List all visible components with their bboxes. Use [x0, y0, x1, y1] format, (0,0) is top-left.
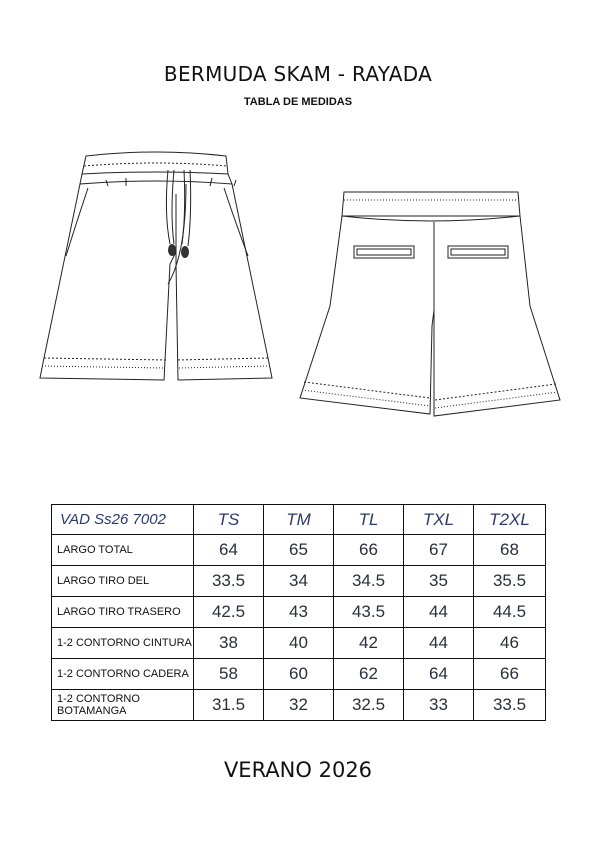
measurement-value: 34 — [264, 566, 334, 597]
measurement-label: 1-2 CONTORNO BOTAMANGA — [52, 690, 194, 721]
measurement-value: 67 — [404, 535, 474, 566]
size-header: TM — [264, 505, 334, 535]
table-row — [52, 566, 546, 597]
table-row — [52, 690, 546, 721]
measurement-value: 42.5 — [194, 597, 264, 628]
measurement-label: LARGO TOTAL — [52, 535, 194, 566]
measurement-value: 35 — [404, 566, 474, 597]
season-label: VERANO 2026 — [223, 758, 373, 782]
measurement-value: 46 — [474, 628, 546, 659]
table-row — [52, 628, 546, 659]
measurement-value: 31.5 — [194, 690, 264, 721]
measurement-value: 32.5 — [334, 690, 404, 721]
measurement-value: 34.5 — [334, 566, 404, 597]
measurement-value: 44 — [404, 597, 474, 628]
size-header: T2XL — [474, 505, 546, 535]
back-pocket-left — [354, 246, 414, 258]
shorts-back-sketch — [298, 186, 568, 426]
size-header: TL — [334, 505, 404, 535]
measurement-value: 60 — [264, 659, 334, 690]
size-header: TS — [194, 505, 264, 535]
style-reference: VAD Ss26 7002 — [52, 505, 194, 535]
measurement-label: 1-2 CONTORNO CINTURA — [52, 628, 194, 659]
table-header-row — [52, 505, 546, 535]
table-row — [52, 597, 546, 628]
table-row — [52, 659, 546, 690]
measurement-value: 66 — [474, 659, 546, 690]
table-row — [52, 535, 546, 566]
document-subtitle: TABLA DE MEDIDAS — [243, 96, 353, 108]
measurement-value: 40 — [264, 628, 334, 659]
measurement-label: 1-2 CONTORNO CADERA — [52, 659, 194, 690]
shorts-front-sketch — [36, 144, 276, 394]
measurement-label: LARGO TIRO TRASERO — [52, 597, 194, 628]
measurement-value: 62 — [334, 659, 404, 690]
size-header: TXL — [404, 505, 474, 535]
measurement-value: 44.5 — [474, 597, 546, 628]
measurement-value: 65 — [264, 535, 334, 566]
document-title: BERMUDA SKAM - RAYADA — [163, 62, 433, 86]
measurement-label: LARGO TIRO DEL — [52, 566, 194, 597]
measurement-value: 64 — [404, 659, 474, 690]
drawstring-tip-left — [168, 244, 176, 256]
size-measurement-table — [51, 504, 546, 721]
measurement-value: 35.5 — [474, 566, 546, 597]
measurement-value: 43.5 — [334, 597, 404, 628]
front-left-leg — [40, 184, 176, 380]
measurement-value: 64 — [194, 535, 264, 566]
measurement-value: 42 — [334, 628, 404, 659]
measurement-value: 33 — [404, 690, 474, 721]
measurement-value: 32 — [264, 690, 334, 721]
back-pocket-right — [448, 246, 508, 258]
measurement-value: 43 — [264, 597, 334, 628]
front-waistband — [82, 152, 228, 174]
back-waistband — [342, 192, 520, 216]
measurement-value: 58 — [194, 659, 264, 690]
measurement-value: 38 — [194, 628, 264, 659]
measurement-value: 68 — [474, 535, 546, 566]
measurement-value: 33.5 — [194, 566, 264, 597]
measurement-value: 33.5 — [474, 690, 546, 721]
measurement-value: 44 — [404, 628, 474, 659]
drawstring-tip-right — [181, 246, 189, 258]
measurement-value: 66 — [334, 535, 404, 566]
